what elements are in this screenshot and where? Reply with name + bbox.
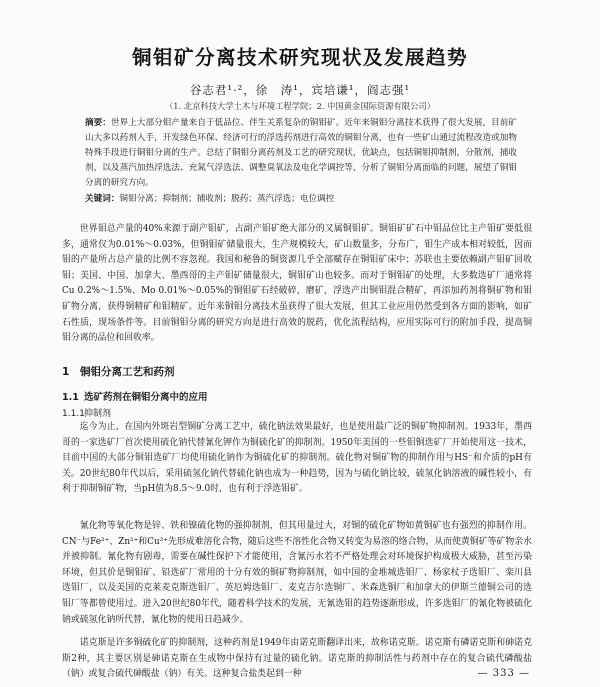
- paper-title: 铜钼矿分离技术研究现状及发展趋势: [131, 46, 468, 69]
- author-list: 谷志君¹·²，徐 涛¹，宾培谦¹，阎志强¹: [189, 83, 411, 97]
- intro-paragraph: 世界钼总产量的40%来源于副产钼矿，占副产钼矿绝大部分的又属铜钼矿。铜钼矿矿石中钼品位比主产钼矿要低很多，通常仅为0.01%～0.03%，但铜钼矿储量很大，生产规模较大，矿山数量多，分布广，钼生产成本相对较低，因而钼的产量所占总产量的比例不容忽视。我国和秘鲁的铜资源几乎全部赋存在铜钼矿床中；苏联也主要依赖副产钼矿回收钼；美国、中国、加拿大、墨西哥的主产钼矿储量很大，铜钼矿山也较多。而对于铜钼矿的处理，大多数选矿厂通常将Cu 0.2%～1.5%、Mo 0.01%～0.05%的铜钼矿石经破碎，磨矿，浮选产出铜钼混合精矿，再添加药剂将铜矿物和钼矿物分离，获得铜精矿和钼精矿。近年来铜钼分离技术虽获得了很大发展，但其工业应用仍然受到各方面的影响，如矿石性质，现场条件等。目前铜钼分离的研究方向是进行高效的脱药，优化流程结构，应用实际可行的附加手段，提高铜钼分离的品位和回收率。: [62, 224, 532, 344]
- paragraph-sodium-sulfide: 迄今为止，在国内外斑岩型铜矿分离工艺中，硫化钠法效果最好，也是使用最广泛的铜矿物抑制剂。1933年，墨西哥的一家选矿厂首次使用硫化钠代替氰化钾作为铜硫化矿的抑制剂。1950年美国的一些钼铜选矿厂开始使用这一技术，目前中国的大部分铜钼选矿厂均使用硫化钠作为铜硫化矿的抑制剂。硫化物对铜矿物的抑制作用与HS⁻和介质的pH有关。20世纪80年代以后，采用硫氢化钠代替硫化钠也成为一种趋势，因为与硫化钠比较，硫氢化钠溶液的碱性较小，有利于抑制铜矿物，当pH值为8.5～9.0时，也有利于浮选钼矿。: [62, 422, 532, 495]
- section-heading-1: [62, 364, 175, 379]
- abstract-text: 世界上大部分钼产量来自于低品位、伴生关系复杂的铜钼矿。近年来铜钼分离技术获得了很大发展，目前矿山大多以药剂入手，开发绿色环保、经济可行的浮选药剂进行高效的铜钼分离，也有一些矿山通过流程改造或加物特殊手段进行铜钼分离的生产。总结了铜钼分离药剂及工艺的研究现状，优缺点，包括铜钼抑制剂，分散剂，捕收剂，以及蒸汽加热浮选法、充氮气浮选法、调整臭氧法及电化学调控等，分析了铜钼分离面临的问题，展望了铜钼分离的研究方向。: [85, 118, 517, 188]
- keywords-text: 铜钼分离；抑制剂；捕收剂；脱药；蒸汽浮选；电位调控: [119, 194, 335, 204]
- page-number: — 333 —: [477, 668, 530, 679]
- keywords: [85, 192, 517, 207]
- paragraph-nokes: 诺克斯是许多铜硫化矿的抑制剂，这种药剂是1949年由诺克斯翻译出来，故称诺克斯。诺克斯有磷诺克斯和砷诺克斯2种，其主要区别是砷诺克斯在生成物中保持有过量的硫化钠。诺克斯的抑制活性与药剂中存在的复合硫代磷酸盐（钠）或复合硫代砷酸盐（钠）有关。这种复合盐类起到一种: [62, 638, 532, 680]
- keywords-label: 关键词：: [85, 194, 120, 204]
- abstract-label: 摘要：: [85, 118, 111, 128]
- section-number: 1: [62, 366, 70, 378]
- section-title: 铜钼分离工艺和药剂: [80, 366, 175, 378]
- section-heading-1-1-1: [62, 406, 111, 419]
- subsection-number: 1.1: [62, 392, 79, 403]
- abstract: [85, 116, 517, 191]
- subsubsection-title: 抑制剂: [84, 409, 112, 419]
- affiliation: （1. 北京科技大学土木与环境工程学院；2. 中国黄金国际资源有限公司）: [164, 101, 436, 111]
- subsection-title: 选矿药剂在铜钼分离中的应用: [84, 392, 208, 403]
- paragraph-cyanide: 氰化物等氧化物是锌、铁和镍硫化物的强抑制剂，但其用量过大，对铜的硫化矿物如黄铜矿也有强烈的抑制作用。CN⁻与Fe²⁺、Zn²⁺和Cu²⁺先形成难溶化合物，随后这些不溶性化合物又转变为易溶的络合物，从而使黄铜矿等矿物亲水并被抑制。氰化物有剧毒，需要在碱性保护下才能使用，含氰污水若不严格处理会对环境保护构成极大威胁，甚至污染环境，但其价是铜钼矿、铅选矿厂常用的十分有效的铜矿物抑制剂，如中国的金堆城选钼厂、杨家杖子选钼厂、栾川县选钼厂，以及美国的克莱麦克斯选钼厂、英厄姆选钼厂、麦克吉尔选铜厂、米森选铜厂和加拿大的伊斯兰德铜公司的选钼厂等都曾使用过。进入20世纪80年代，随着科学技术的发展，无氰选钼的趋势逐渐形成，许多选钼厂的氰化物被硫化钠或硫氢化钠所代替，氰化物的使用日趋减少。: [62, 521, 532, 625]
- subsubsection-number: 1.1.1: [62, 409, 85, 419]
- section-heading-1-1: [62, 389, 208, 403]
